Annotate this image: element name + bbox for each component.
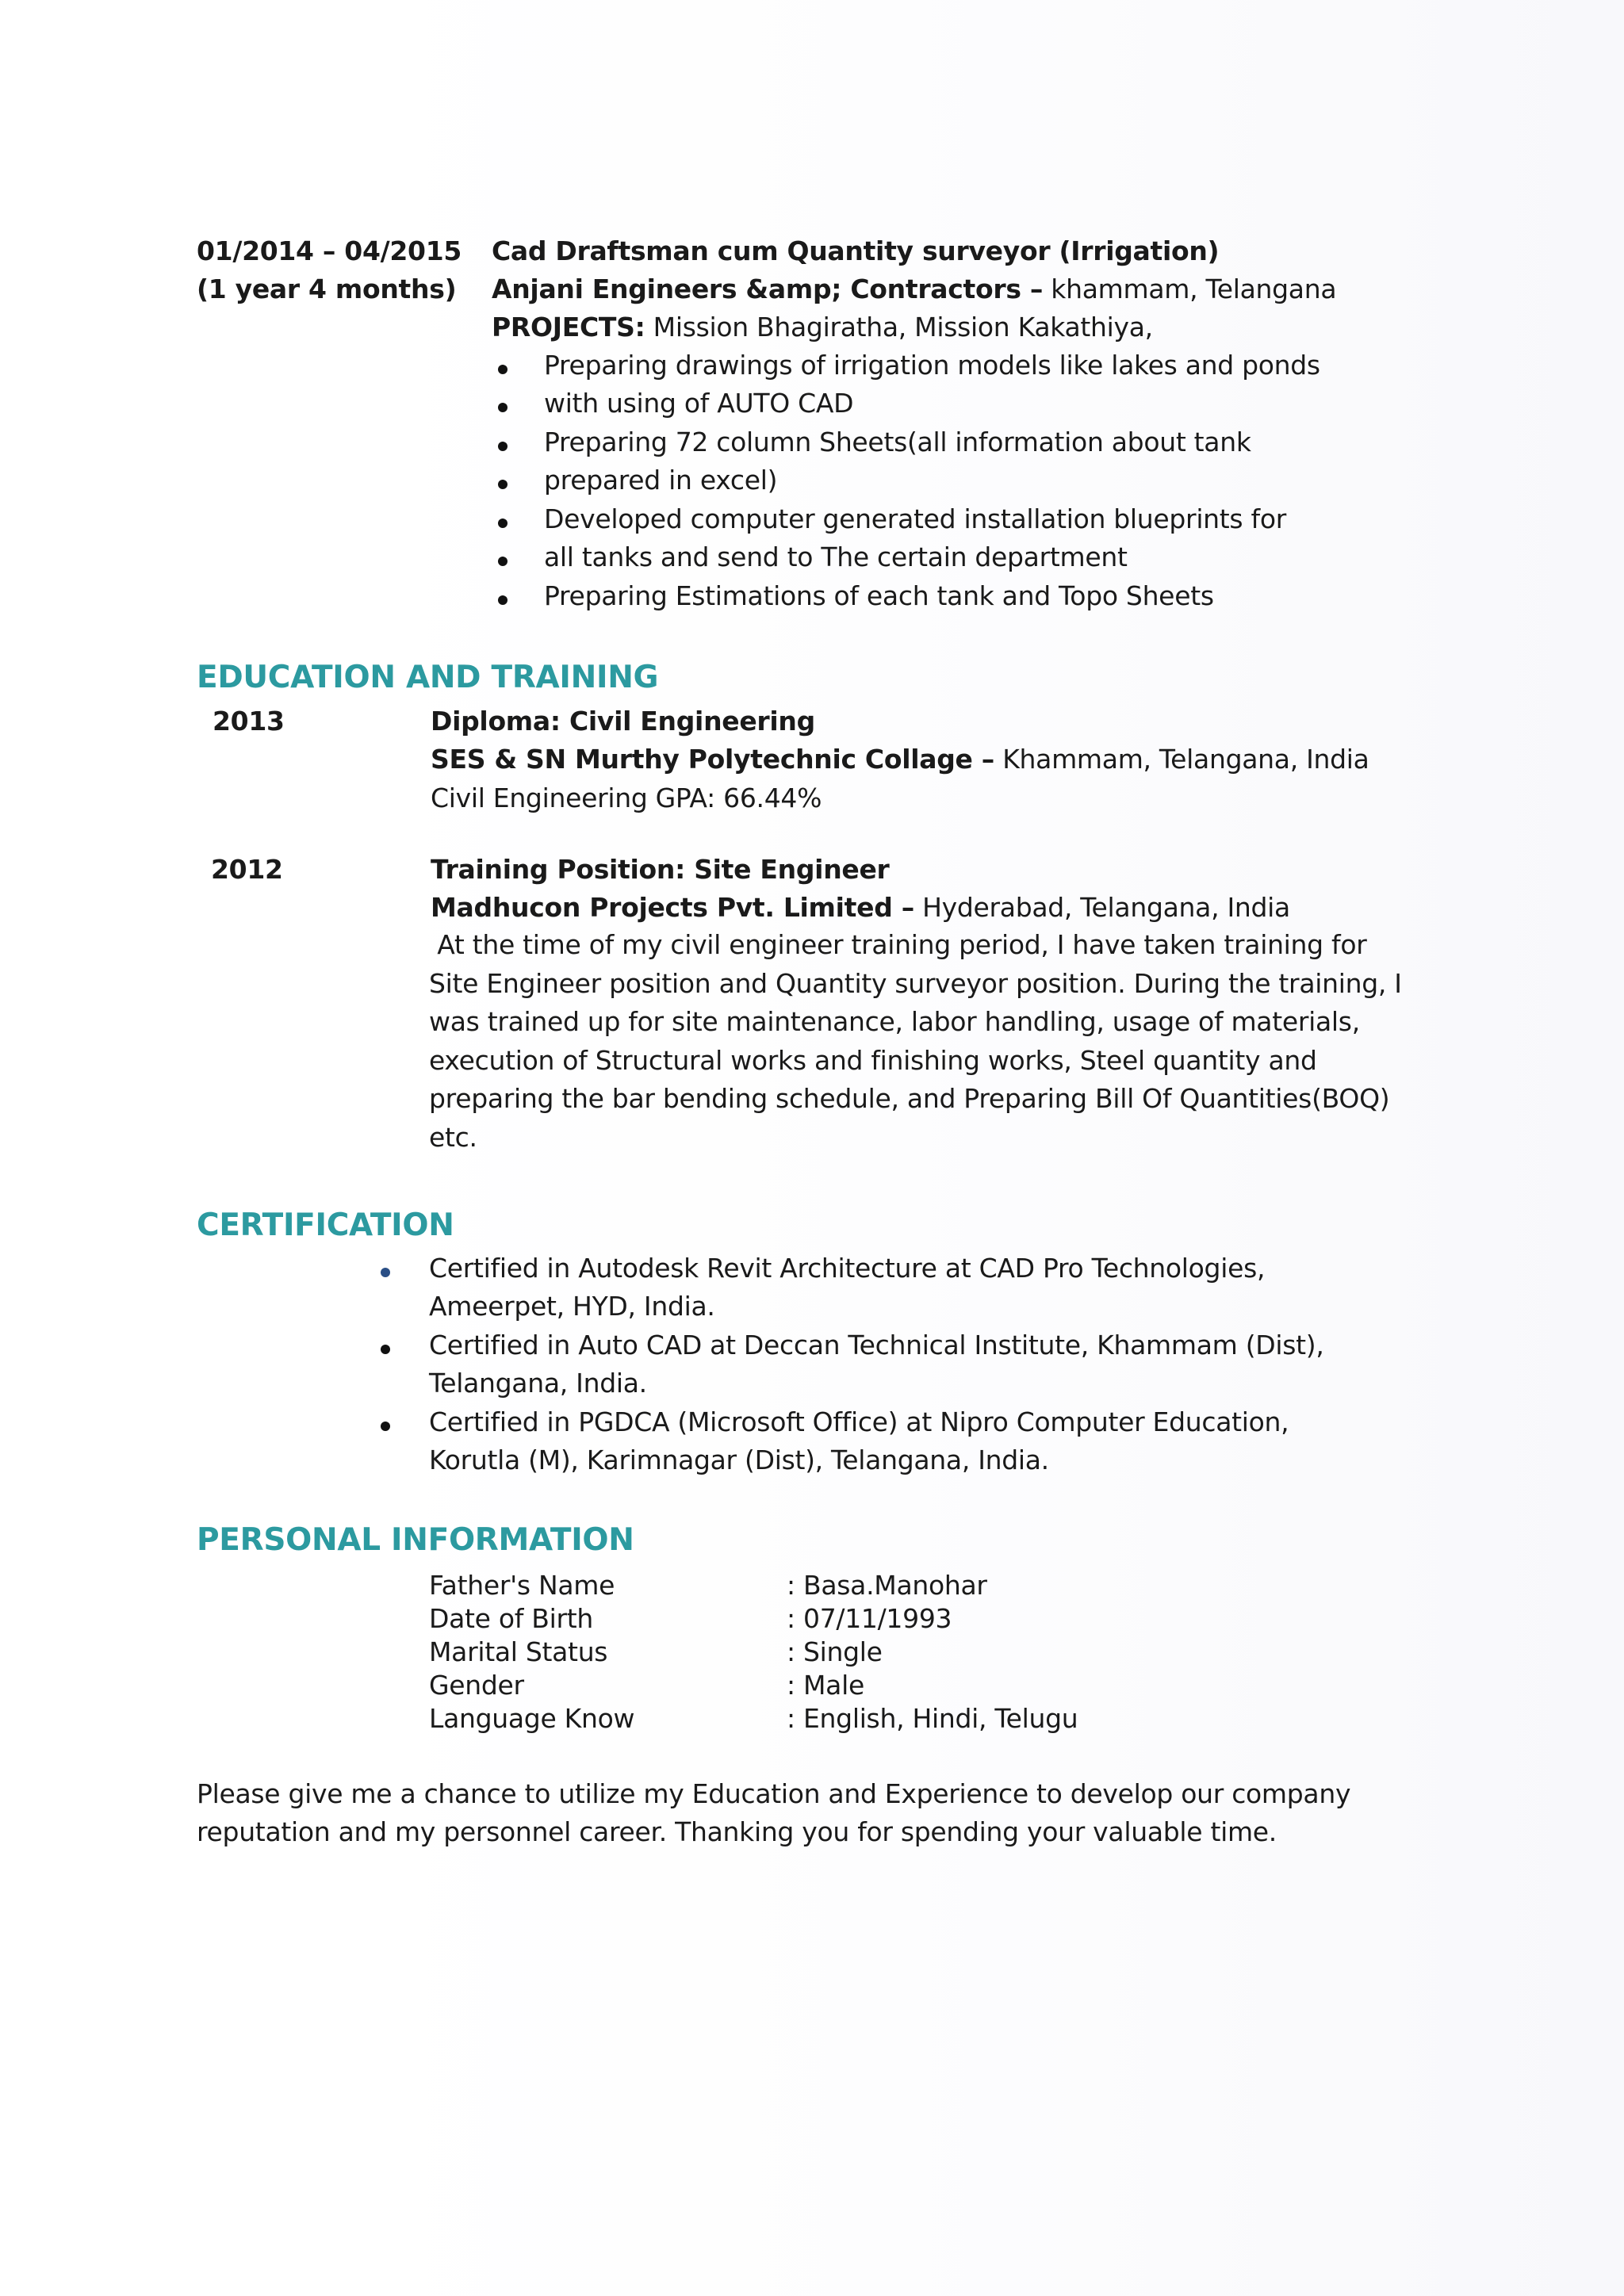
training-line: At the time of my civil engineer training period, I have taken training for (429, 929, 1367, 960)
list-item: with using of AUTO CAD (544, 388, 854, 419)
bullet-icon (381, 1268, 390, 1277)
training-line: execution of Structural works and finishing works, Steel quantity and (429, 1044, 1317, 1076)
training-title: Training Position: Site Engineer (431, 854, 890, 885)
education-location: Khammam, Telangana, India (994, 744, 1369, 775)
personal-value: : 07/11/1993 (787, 1603, 952, 1634)
training-year: 2012 (211, 854, 283, 885)
training-line: etc. (429, 1121, 477, 1153)
personal-label: Gender (429, 1670, 524, 1701)
certification-item-line: Ameerpet, HYD, India. (429, 1291, 715, 1322)
training-location: Hyderabad, Telangana, India (914, 892, 1290, 923)
certification-item-line: Certified in Auto CAD at Deccan Technical Institute, Khammam (Dist), (429, 1330, 1324, 1360)
personal-value: : Male (787, 1670, 864, 1701)
experience-projects-line (492, 312, 1153, 342)
experience-location: khammam, Telangana (1043, 274, 1337, 304)
education-heading: EDUCATION AND TRAINING (197, 660, 659, 695)
experience-duration: (1 year 4 months) (197, 274, 457, 304)
personal-label: Language Know (429, 1703, 635, 1734)
bullet-icon (381, 1345, 390, 1354)
bullet-icon (381, 1422, 390, 1431)
certification-item-line: Telangana, India. (429, 1368, 647, 1399)
experience-company: Anjani Engineers &amp; Contractors – (492, 274, 1044, 304)
certification-item-line: Certified in PGDCA (Microsoft Office) at Nipro Computer Education, (429, 1406, 1289, 1437)
bullet-icon (498, 403, 508, 412)
training-institution-line (431, 892, 1290, 923)
bullet-icon (498, 519, 508, 528)
certification-item-line: Korutla (M), Karimnagar (Dist), Telangana, India. (429, 1445, 1049, 1475)
personal-label: Father's Name (429, 1570, 615, 1601)
education-year: 2013 (213, 706, 285, 737)
list-item: prepared in excel) (544, 465, 778, 496)
training-line: Site Engineer position and Quantity surveyor position. During the training, I (429, 967, 1402, 999)
certification-item-line: Certified in Autodesk Revit Architecture at CAD Pro Technologies, (429, 1253, 1266, 1284)
personal-label: Marital Status (429, 1636, 608, 1667)
training-description (429, 926, 1402, 1157)
closing-line: Please give me a chance to utilize my Education and Experience to develop our company (197, 1778, 1351, 1809)
personal-value: : English, Hindi, Telugu (787, 1703, 1078, 1734)
closing-line: reputation and my personnel career. Thanking you for spending your valuable time. (197, 1816, 1277, 1847)
personal-heading: PERSONAL INFORMATION (197, 1522, 634, 1558)
training-line: was trained up for site maintenance, labor handling, usage of materials, (429, 1006, 1360, 1037)
bullet-icon (498, 557, 508, 566)
education-institution-line (431, 744, 1369, 775)
list-item: Preparing drawings of irrigation models like lakes and ponds (544, 350, 1320, 381)
bullet-icon (498, 365, 508, 374)
training-line: preparing the bar bending schedule, and Preparing Bill Of Quantities(BOQ) (429, 1083, 1390, 1114)
list-item: all tanks and send to The certain department (544, 541, 1128, 572)
experience-dates: 01/2014 – 04/2015 (197, 235, 462, 266)
projects-value: Mission Bhagiratha, Mission Kakathiya, (645, 312, 1153, 342)
bullet-icon (498, 595, 508, 605)
certification-heading: CERTIFICATION (197, 1207, 454, 1243)
list-item: Preparing 72 column Sheets(all information about tank (544, 427, 1251, 457)
experience-company-line (492, 274, 1336, 304)
bullet-icon (498, 480, 508, 489)
experience-title: Cad Draftsman cum Quantity surveyor (Irrigation) (492, 235, 1220, 266)
projects-label: PROJECTS: (492, 312, 645, 342)
bullet-icon (498, 442, 508, 451)
list-item: Preparing Estimations of each tank and Topo Sheets (544, 580, 1214, 611)
education-title: Diploma: Civil Engineering (431, 706, 815, 737)
list-item: Developed computer generated installation blueprints for (544, 503, 1286, 534)
education-detail: Civil Engineering GPA: 66.44% (431, 783, 822, 813)
education-institution: SES & SN Murthy Polytechnic Collage – (431, 744, 995, 775)
personal-label: Date of Birth (429, 1603, 593, 1634)
personal-value: : Basa.Manohar (787, 1570, 987, 1601)
personal-value: : Single (787, 1636, 883, 1667)
training-institution: Madhucon Projects Pvt. Limited – (431, 892, 914, 923)
